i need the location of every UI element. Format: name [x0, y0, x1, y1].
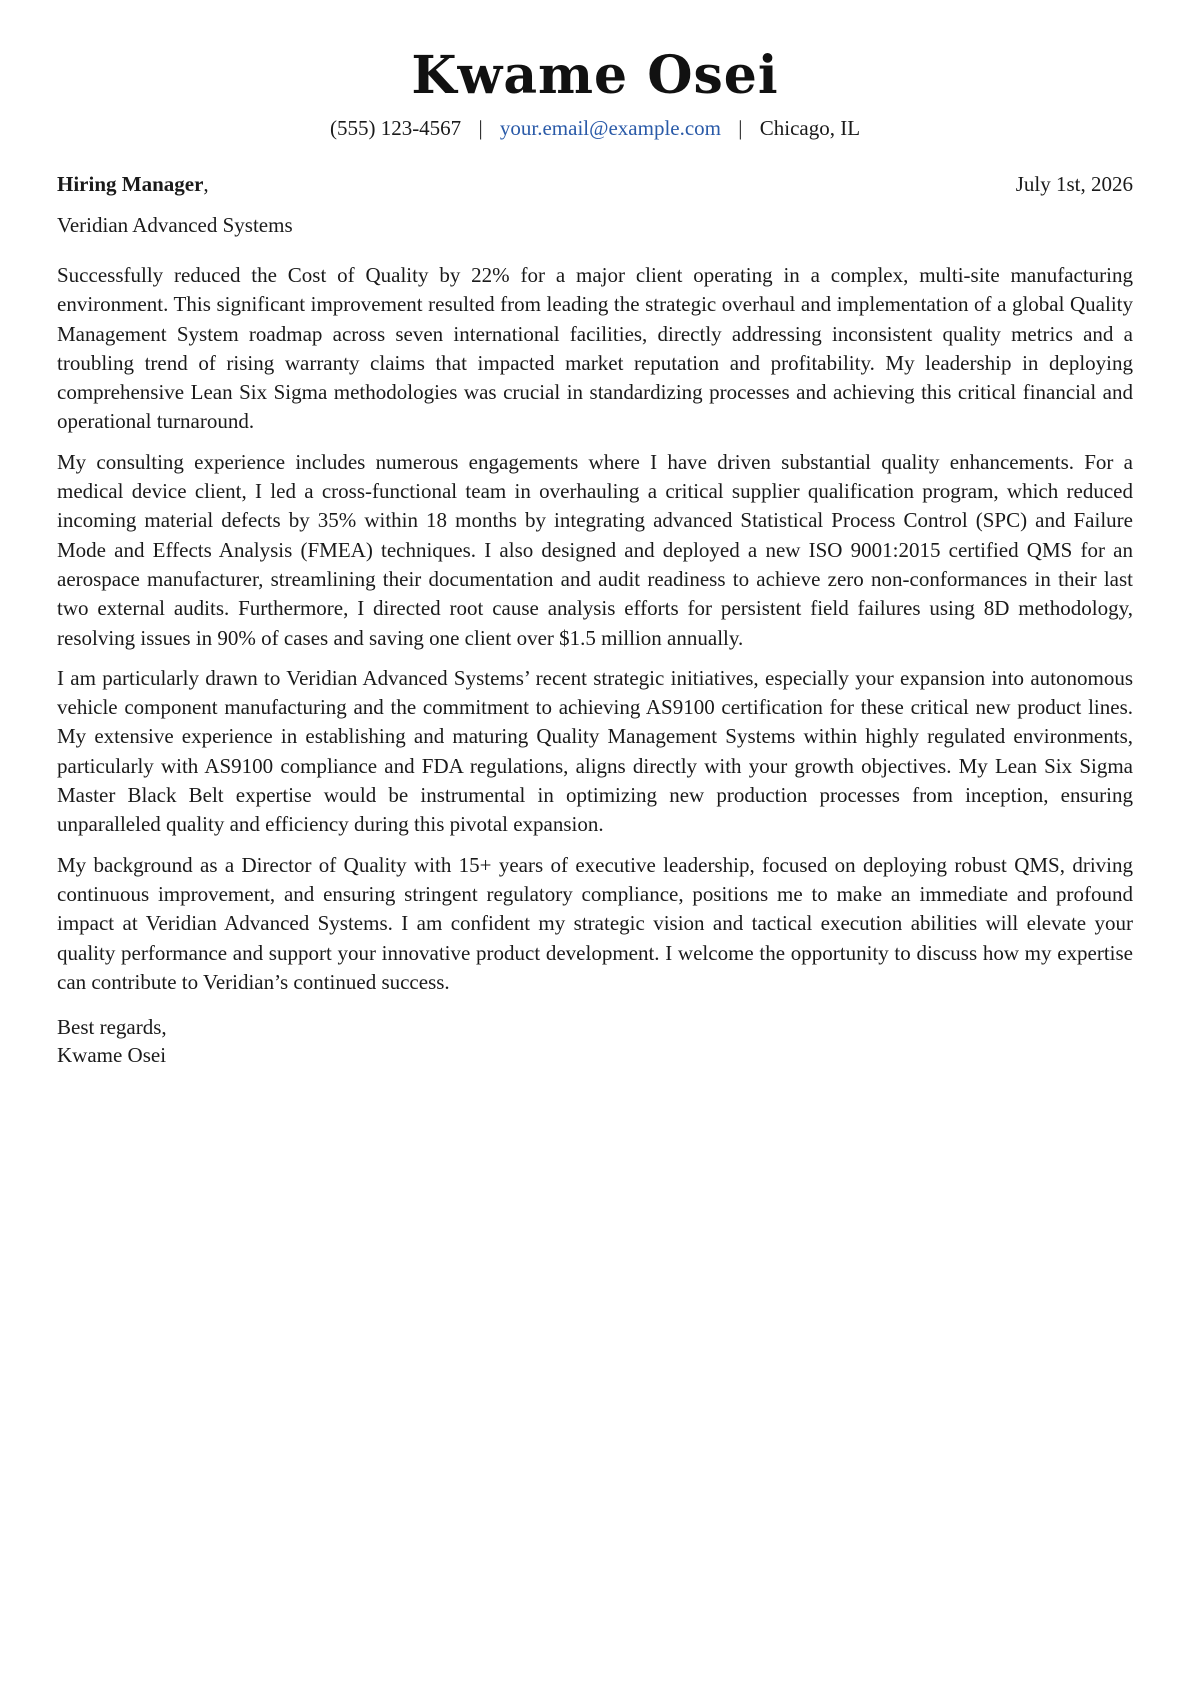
recipient-line — [57, 170, 209, 198]
letter-closing — [57, 1013, 1133, 1069]
letter-date: July 1st, 2026 — [1015, 172, 1133, 196]
body-paragraph: My background as a Director of Quality with 15+ years of executive leadership, focused on deploying robust QMS, driving continuous improvement, and ensuring stringent regulatory compliance, positions me to make an immediate and profound impact at Veridian Advanced Systems. I am confident my strategic vision and tactical execution abilities will elevate your quality performance and support your innovative product development. I welcome the opportunity to discuss how my expertise can contribute to Veridian’s continued success. — [57, 852, 1133, 994]
recipient-row — [57, 170, 1133, 198]
letter-header — [57, 0, 1133, 142]
location: Chicago, IL — [759, 116, 861, 140]
body-paragraph: I am particularly drawn to Veridian Advanced Systems’ recent strategic initiatives, especially your expansion into autonomous vehicle component manufacturing and the commitment to achieving AS9100 certification for these critical new product lines. My extensive experience in establishing and maturing Quality Management Systems within highly regulated environments, particularly with AS9100 compliance and FDA regulations, aligns directly with your growth objectives. My Lean Six Sigma Master Black Belt expertise would be instrumental in optimizing new production processes from inception, ensuring unparalleled quality and efficiency during this pivotal expansion. — [57, 665, 1133, 837]
sender-name: Kwame Osei — [411, 45, 779, 106]
contact-separator: | — [738, 116, 743, 140]
closing-signature: Kwame Osei — [57, 1043, 167, 1068]
recipient-company: Veridian Advanced Systems — [57, 213, 293, 237]
contact-line — [57, 114, 1133, 142]
body-paragraph: Successfully reduced the Cost of Quality by 22% for a major client operating in a complex, multi-site manufacturing environment. This significant improvement resulted from leading the strategic overhaul and implementation of a global Quality Management System roadmap across seven international facilities, directly addressing inconsistent quality metrics and a troubling trend of rising warranty claims that impacted market reputation and profitability. My leadership in deploying comprehensive Lean Six Sigma methodologies was crucial in standardizing processes and achieving this critical financial and operational turnaround. — [57, 263, 1133, 434]
contact-separator: | — [478, 116, 483, 140]
phone-number: (555) 123-4567 — [329, 116, 462, 140]
recipient-name: Hiring Manager — [57, 172, 204, 196]
letter-body — [57, 261, 1133, 997]
email-link[interactable]: your.email@example.com — [499, 116, 722, 140]
recipient-comma: , — [203, 172, 209, 196]
body-paragraph: My consulting experience includes numerous engagements where I have driven substantial quality enhancements. For a medical device client, I led a cross-functional team in overhauling a critical supplier qualification program, which reduced incoming material defects by 35% within 18 months by integrating advanced Statistical Process Control (SPC) and Failure Mode and Effects Analysis (FMEA) techniques. I also designed and deployed a new ISO 9001:2015 certified QMS for an aerospace manufacturer, streamlining their documentation and audit readiness to achieve zero non-conformances in their last two external audits. Furthermore, I directed root cause analysis efforts for persistent field failures using 8D methodology, resolving issues in 90% of cases and saving one client over $1.5 million annually. — [57, 449, 1133, 650]
closing-salutation: Best regards, — [57, 1015, 167, 1040]
